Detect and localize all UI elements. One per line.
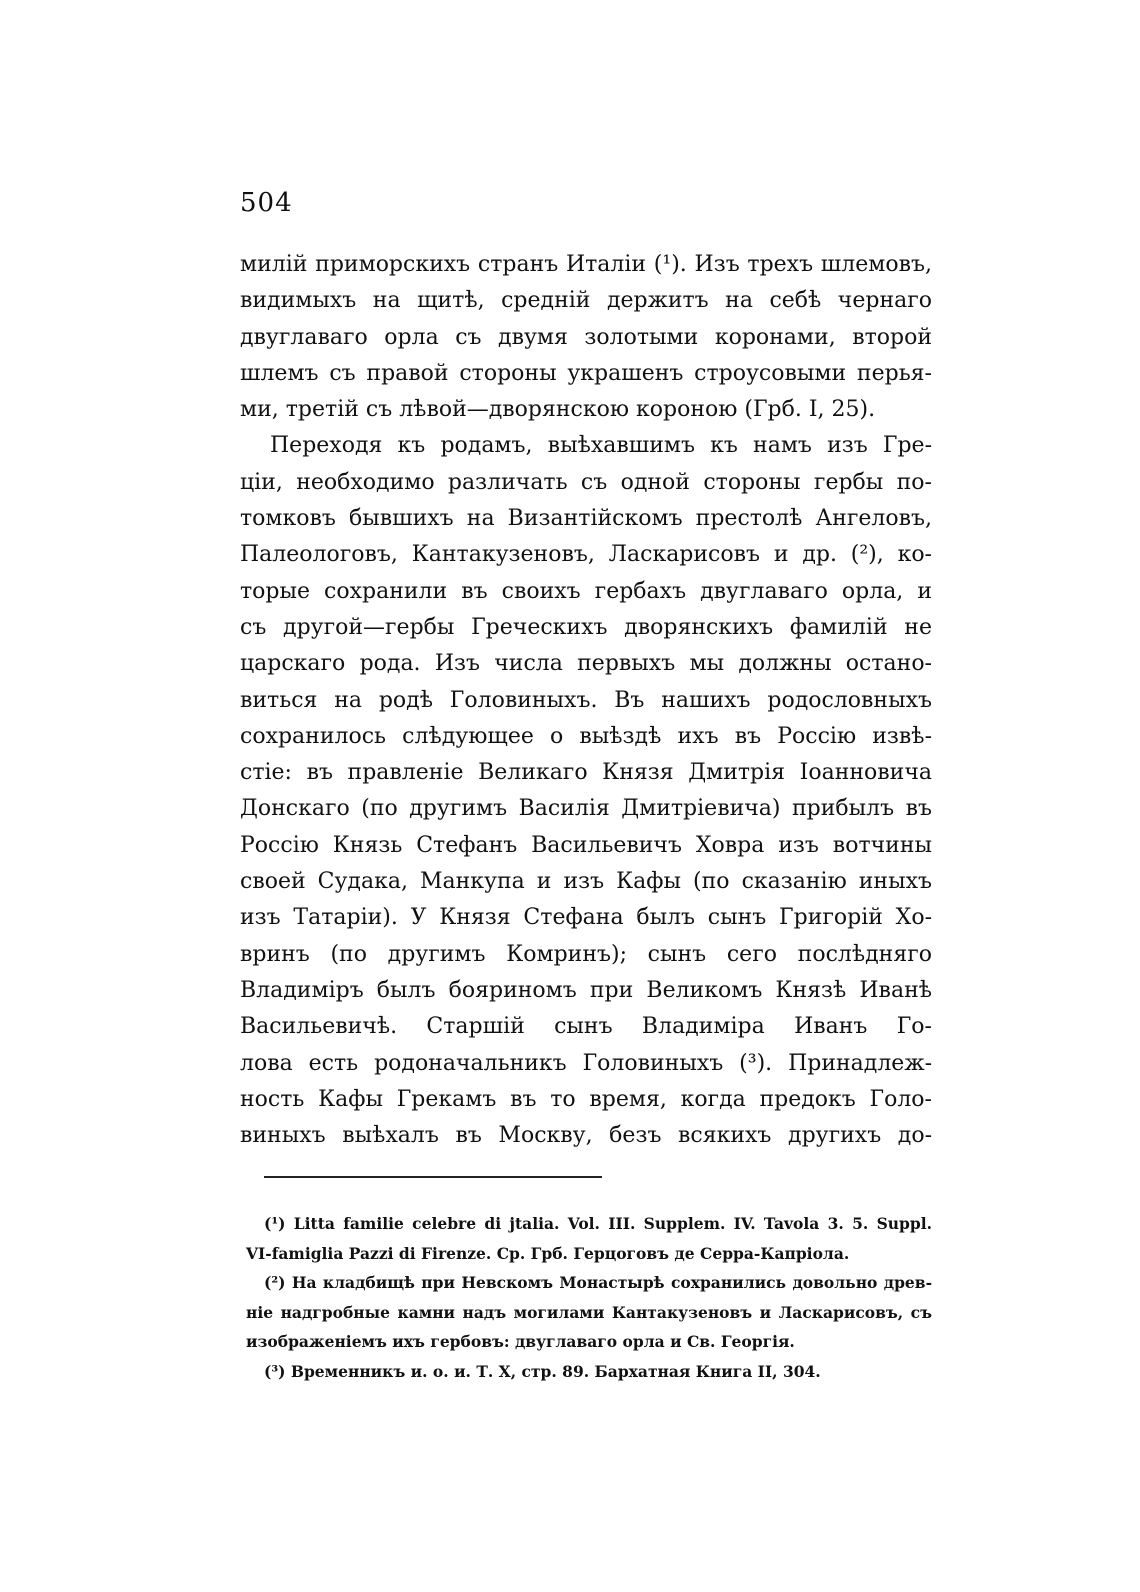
footnote-divider	[264, 1176, 602, 1178]
footnote-1	[246, 1209, 932, 1268]
body-line-25: виныхъ выѣхалъ въ Москву, безъ всякихъ другихъ до-	[240, 1123, 932, 1149]
body-line-16: Донскаго (по другимъ Василія Дмитріевича) прибылъ въ	[240, 796, 932, 822]
body-line-19: изъ Татаріи). У Князя Стефана былъ сынъ Григорій Хо-	[240, 905, 932, 931]
footnote-line: ніе надгробные камни надъ могилами Кантакузеновъ и Ласкарисовъ, съ	[246, 1302, 932, 1322]
body-line-24: ность Кафы Грекамъ въ то время, когда предокъ Голо-	[240, 1086, 932, 1112]
body-line-15: стіе: въ правленіе Великаго Князя Дмитрія Іоанновича	[240, 760, 932, 786]
body-line-8: томковъ бывшихъ на Византійскомъ престолѣ Ангеловъ,	[240, 506, 932, 532]
body-line-10: торые сохранили въ своихъ гербахъ двуглаваго орла, и	[240, 578, 932, 604]
body-text	[240, 247, 932, 1154]
body-line-4: шлемъ съ правой стороны украшенъ строусовыми перья-	[240, 360, 932, 386]
body-line-22: Васильевичѣ. Старшій сынъ Владиміра Иванъ Го-	[240, 1014, 932, 1040]
body-line-21: Владиміръ былъ бояриномъ при Великомъ Князѣ Иванѣ	[240, 977, 932, 1003]
body-line-6: Переходя къ родамъ, выѣхавшимъ къ намъ изъ Гре-	[270, 433, 932, 459]
body-line-13: виться на родѣ Головиныхъ. Въ нашихъ родословныхъ	[240, 687, 932, 713]
body-line-17: Россію Князь Стефанъ Васильевичъ Ховра изъ вотчины	[240, 832, 932, 858]
footnote-line: (¹) Litta familie celebre di jtalia. Vol. III. Supplem. IV. Tavola 3. 5. Suppl.	[264, 1214, 932, 1233]
body-line-5: ми, третій съ лѣвой—дворянскою короною (Грб. I, 25).	[240, 397, 876, 423]
body-line-9: Палеологовъ, Кантакузеновъ, Ласкарисовъ и др. (²), ко-	[240, 542, 932, 568]
body-line-18: своей Судака, Манкупа и изъ Кафы (по сказанію иныхъ	[240, 869, 932, 895]
footnote-line: (³) Временникъ и. о. и. Т. X, стр. 89. Бархатная Книга II, 304.	[264, 1361, 821, 1381]
body-line-1: милій приморскихъ странъ Италіи (¹). Изъ трехъ шлемовъ,	[240, 252, 932, 277]
body-line-3: двуглаваго орла съ двумя золотыми коронами, второй	[240, 324, 932, 350]
footnote-2	[246, 1268, 932, 1357]
body-line-7: ціи, необходимо различать съ одной стороны гербы по-	[240, 469, 932, 495]
footnote-line: VI-famiglia Pazzi di Firenze. Ср. Грб. Герцоговъ де Серра-Капріола.	[246, 1243, 850, 1263]
footnote-line: (²) На кладбищѣ при Невскомъ Монастырѣ сохранились довольно древ-	[264, 1273, 932, 1292]
body-line-2: видимыхъ на щитѣ, средній держитъ на себѣ чернаго	[240, 288, 932, 314]
footnote-line: изображеніемъ ихъ гербовъ: двуглаваго орла и Св. Георгія.	[246, 1332, 795, 1351]
body-line-23: лова есть родоначальникъ Головиныхъ (³). Принадлеж-	[240, 1050, 932, 1076]
body-line-11: съ другой—гербы Греческихъ дворянскихъ фамилій не	[240, 614, 932, 640]
body-line-14: сохранилось слѣдующее о выѣздѣ ихъ въ Россію извѣ-	[240, 723, 932, 749]
footnote-3	[246, 1357, 932, 1387]
footnotes	[246, 1209, 932, 1386]
page-number: 504	[240, 188, 293, 218]
body-line-12: царскаго рода. Изъ числа первыхъ мы должны остано-	[240, 651, 932, 677]
body-line-20: вринъ (по другимъ Комринъ); сынъ сего послѣдняго	[240, 941, 932, 967]
